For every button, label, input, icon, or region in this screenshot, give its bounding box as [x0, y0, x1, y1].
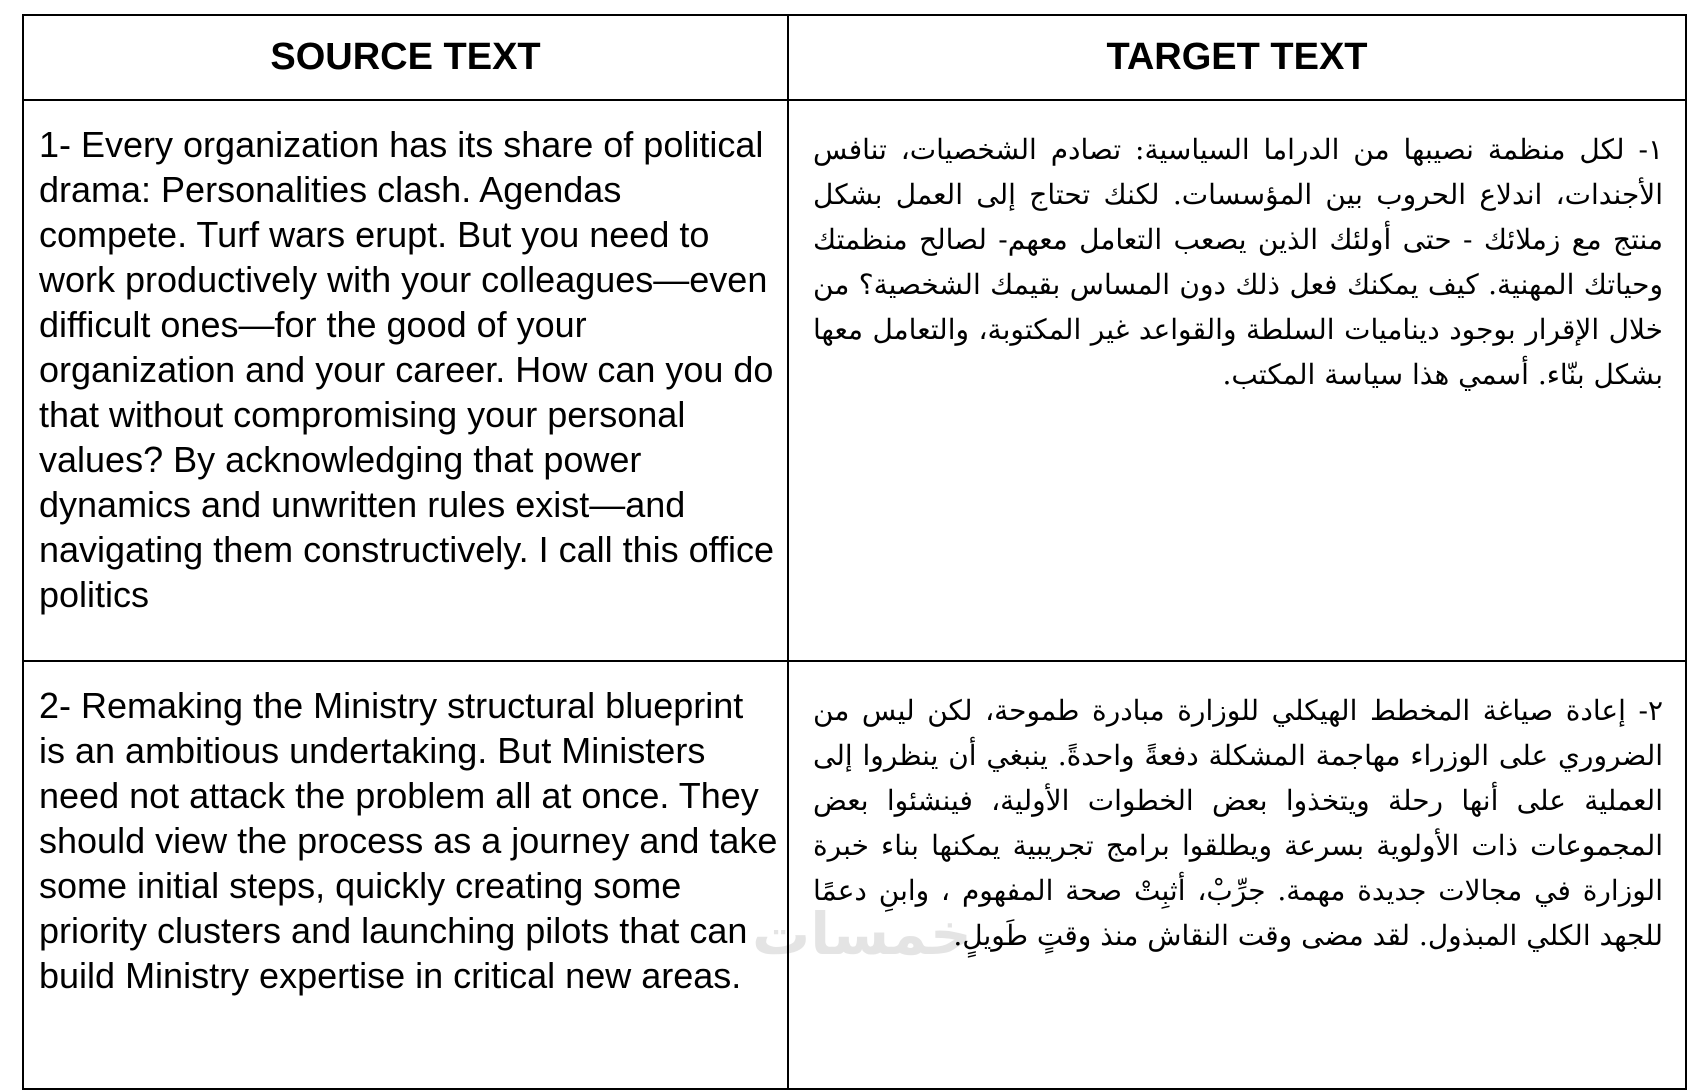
target-cell-2: ٢- إعادة صياغة المخطط الهيكلي للوزارة مبادرة طموحة، لكن ليس من الضروري على الوزراء مهاجمة المشكلة دفعةً واحدةً. ينبغي أن ينظروا إلى العملية على أنها رحلة ويتخذوا بعض الخطوات الأولية، فينشئوا بعض المجموعات ذات الأولوية بسرعة ويطلقوا برامج تجريبية يمكنها بناء خبرة الوزارة في مجالات جديدة مهمة. جرِّبْ، أثبِتْ صحة المفهوم ، وابنِ دعمًا للجهد الكلي المبذول. لقد مضى وقت النقاش منذ وقتٍ طَويلٍ.: [788, 661, 1686, 1089]
source-text-header: SOURCE TEXT: [23, 15, 788, 100]
table-row: [23, 100, 1686, 661]
table-row: [23, 661, 1686, 1089]
source-cell-2: 2- Remaking the Ministry structural blueprint is an ambitious undertaking. But Ministers need not attack the problem all at once. They should view the process as a journey and take some initial steps, quickly creating some priority clusters and launching pilots that can build Ministry expertise in critical new areas.: [23, 661, 788, 1089]
target-text-header: TARGET TEXT: [788, 15, 1686, 100]
header-row: [23, 15, 1686, 100]
source-cell-1: 1- Every organization has its share of political drama: Personalities clash. Agendas compete. Turf wars erupt. But you need to work productively with your colleagues—even difficult ones—for the good of your organization and your career. How can you do that without compromising your personal values? By acknowledging that power dynamics and unwritten rules exist—and navigating them constructively. I call this office politics: [23, 100, 788, 661]
target-cell-1: ١- لكل منظمة نصيبها من الدراما السياسية: تصادم الشخصيات، تنافس الأجندات، اندلاع الحروب بين المؤسسات. لكنك تحتاج إلى العمل بشكل منتج مع زملائك - حتى أولئك الذين يصعب التعامل معهم- لصالح منظمتك وحياتك المهنية. كيف يمكنك فعل ذلك دون المساس بقيمك الشخصية؟ من خلال الإقرار بوجود ديناميات السلطة والقواعد غير المكتوبة، والتعامل معها بشكل بنّاء. أسمي هذا سياسة المكتب.: [788, 100, 1686, 661]
khamsat-watermark: خمسات: [752, 900, 972, 968]
